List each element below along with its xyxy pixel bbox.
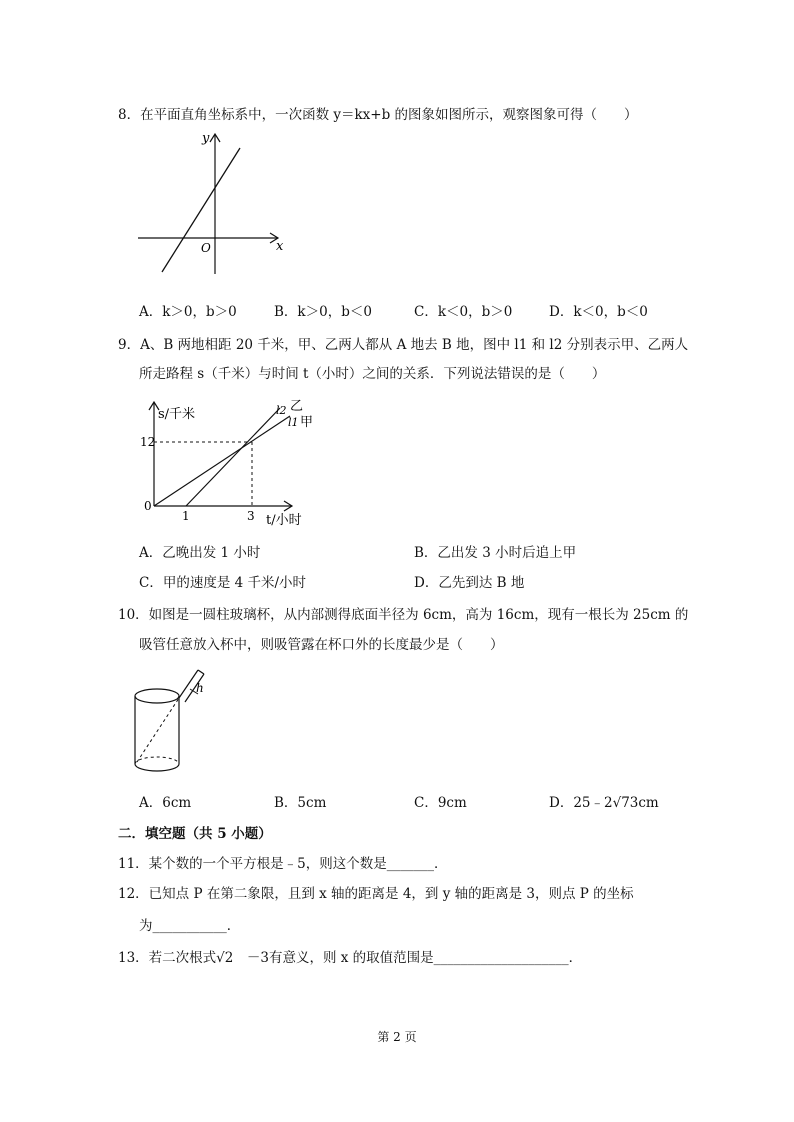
q10-option-d: D．25﹣2√73cm bbox=[549, 795, 659, 811]
q9-yi-label: 乙 bbox=[290, 399, 304, 414]
q11-text: 11．某个数的一个平方根是﹣5，则这个数是_______． bbox=[118, 856, 448, 872]
q10-cylinder-bottom-front bbox=[135, 764, 179, 771]
q8-stem: 8．在平面直角坐标系中，一次函数 y＝kx+b 的图象如图所示，观察图象可得（ ） bbox=[118, 107, 638, 123]
q8-origin-label: O bbox=[201, 241, 211, 255]
q8-y-label: y bbox=[202, 131, 210, 146]
q10-stem-line1: 10．如图是一圆柱玻璃杯，从内部测得底面半径为 6cm，高为 16cm，现有一根长为 25cm 的 bbox=[118, 607, 689, 623]
q8-linear-graph bbox=[130, 126, 290, 276]
q9-distance-time-graph bbox=[140, 392, 330, 528]
q9-x-tick-3: 3 bbox=[247, 509, 255, 523]
q9-l1-label: l1 bbox=[288, 416, 299, 429]
q9-line-l2 bbox=[186, 408, 280, 506]
q9-option-a: A．乙晚出发 1 小时 bbox=[139, 545, 261, 561]
q8-option-a: A．k＞0，b＞0 bbox=[139, 304, 237, 320]
q9-stem-line2: 所走路程 s（千米）与时间 t（小时）之间的关系．下列说法错误的是（ ） bbox=[139, 366, 606, 382]
q8-option-c: C．k＜0，b＞0 bbox=[414, 304, 513, 320]
q9-option-d: D．乙先到达 B 地 bbox=[414, 575, 525, 591]
q9-jia-label: 甲 bbox=[300, 415, 314, 430]
q9-x-tick-1: 1 bbox=[182, 509, 190, 523]
q10-option-c: C．9cm bbox=[414, 795, 467, 811]
section-fill-in-title: 二．填空题（共 5 小题） bbox=[118, 826, 272, 842]
q9-x-axis-label: t/小时 bbox=[266, 513, 302, 528]
q12-line2: 为___________． bbox=[139, 918, 241, 934]
q9-y-tick-12: 12 bbox=[140, 435, 156, 449]
q10-straw-inside bbox=[137, 698, 179, 762]
q10-h-label: h bbox=[196, 681, 204, 695]
q10-stem-line2: 吸管任意放入杯中，则吸管露在杯口外的长度最少是（ ） bbox=[139, 637, 504, 653]
q9-stem-line1: 9．A、B 两地相距 20 千米，甲、乙两人都从 A 地去 B 地，图中 l1 和 l2 分别表示甲、乙两人 bbox=[118, 337, 689, 353]
q10-cylinder-figure bbox=[132, 664, 222, 780]
page-number: 第 2 页 bbox=[377, 1030, 417, 1044]
q13-text: 13．若二次根式√2 －3有意义，则 x 的取值范围是____________________． bbox=[118, 950, 583, 966]
q12-line1: 12．已知点 P 在第二象限，且到 x 轴的距离是 4，到 y 轴的距离是 3，则点 P 的坐标 bbox=[118, 886, 634, 902]
q9-l2-label: l2 bbox=[276, 404, 287, 417]
q9-option-b: B．乙出发 3 小时后追上甲 bbox=[414, 545, 577, 561]
q8-option-d: D．k＜0，b＜0 bbox=[549, 304, 648, 320]
q9-origin-label: 0 bbox=[144, 499, 152, 513]
q10-cylinder-top bbox=[135, 689, 179, 703]
q10-cylinder-bottom-back bbox=[135, 757, 179, 764]
q9-line-l1 bbox=[154, 416, 290, 506]
q8-option-b: B．k＞0，b＜0 bbox=[274, 304, 372, 320]
q8-x-label: x bbox=[276, 239, 284, 254]
q9-option-c: C．甲的速度是 4 千米/小时 bbox=[139, 575, 307, 591]
q9-y-axis-label: s/千米 bbox=[158, 407, 196, 422]
q10-option-b: B．5cm bbox=[274, 795, 327, 811]
q10-straw-tip bbox=[198, 670, 204, 674]
q10-option-a: A．6cm bbox=[139, 795, 192, 811]
